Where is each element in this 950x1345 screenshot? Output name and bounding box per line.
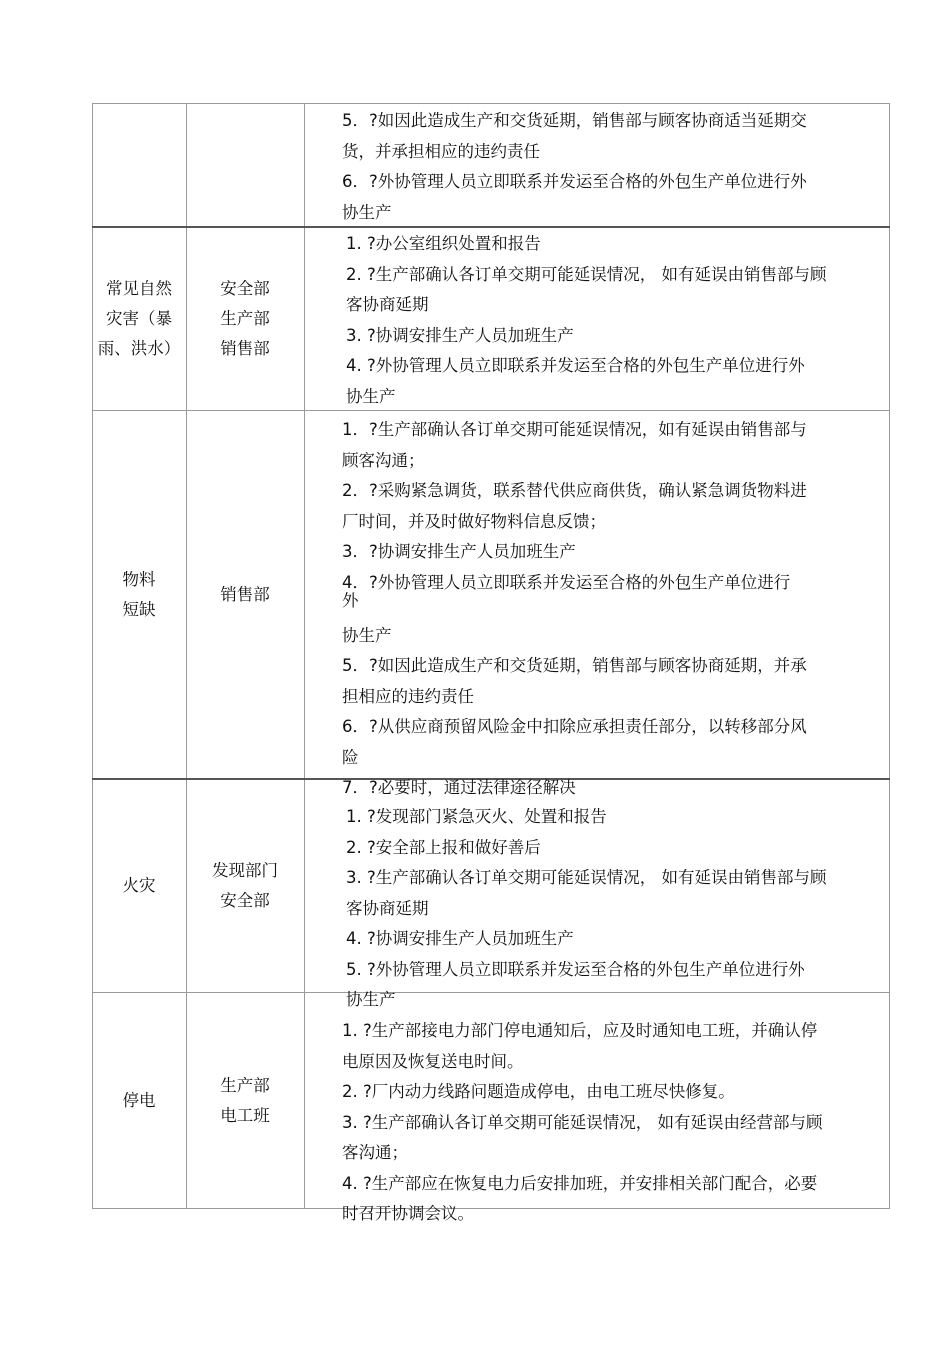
dept-cell-material-shortage bbox=[186, 411, 304, 779]
dept-cell-natural-disaster bbox=[186, 227, 304, 410]
measure-line: 险 bbox=[342, 747, 359, 767]
measure-line: 2. ?厂内动力线路问题造成停电，由电工班尽快修复。 bbox=[342, 1082, 735, 1101]
measure-line: 2. ?安全部上报和做好善后 bbox=[346, 837, 541, 857]
dept-cell-power-outage bbox=[186, 993, 304, 1209]
event-line: 火灾 bbox=[122, 876, 156, 895]
measure-line: 4. ?外协管理人员立即联系并发运至合格的外包生产单位进行外 bbox=[346, 356, 805, 375]
measure-line: 协生产 bbox=[346, 386, 396, 406]
event-line: 雨、洪水） bbox=[97, 338, 181, 358]
event-cell-power-outage bbox=[92, 993, 186, 1209]
measure-line: 6．?从供应商预留风险金中扣除应承担责任部分，以转移部分风 bbox=[342, 717, 807, 736]
measure-line: 货，并承担相应的违约责任 bbox=[342, 141, 540, 161]
event-line: 停电 bbox=[122, 1091, 156, 1110]
dept-line: 销售部 bbox=[220, 338, 270, 358]
table-column-divider bbox=[304, 103, 305, 1209]
measure-line: 4．?外协管理人员立即联系并发运至合格的外包生产单位进行 bbox=[342, 572, 791, 592]
measure-line: 外 bbox=[342, 590, 359, 610]
dept-line: 销售部 bbox=[220, 585, 270, 604]
measures-cell-power-outage bbox=[342, 1016, 823, 1230]
measure-line: 时召开协调会议。 bbox=[342, 1204, 474, 1223]
measure-line: 4. ?协调安排生产人员加班生产 bbox=[346, 929, 574, 948]
event-cell-fire bbox=[92, 779, 186, 993]
event-line: 灾害（暴 bbox=[106, 308, 172, 328]
dept-line: 发现部门 bbox=[212, 861, 278, 880]
table-border-right bbox=[889, 103, 890, 1209]
event-line: 物料 bbox=[122, 570, 156, 589]
measure-line: 5．?如因此造成生产和交货延期，销售部与顾客协商适当延期交 bbox=[342, 111, 807, 130]
measure-line: 3. ?生产部确认各订单交期可能延误情况， 如有延误由经营部与顾 bbox=[342, 1112, 823, 1132]
measure-line: 3. ?生产部确认各订单交期可能延误情况， 如有延误由销售部与顾 bbox=[346, 868, 827, 887]
measure-line: 1. ?发现部门紧急灭火、处置和报告 bbox=[346, 807, 607, 826]
measure-line: 厂时间，并及时做好物料信息反馈； bbox=[342, 511, 606, 531]
measure-line: 协生产 bbox=[342, 202, 392, 222]
measure-line: 4. ?生产部应在恢复电力后安排加班，并安排相关部门配合，必要 bbox=[342, 1173, 818, 1193]
dept-line: 安全部 bbox=[220, 891, 270, 910]
measure-line: 客协商延期 bbox=[346, 898, 429, 918]
measure-line: 5．?如因此造成生产和交货延期，销售部与顾客协商延期，并承 bbox=[342, 656, 807, 675]
event-cell-material-shortage bbox=[92, 411, 186, 779]
measure-line: 协生产 bbox=[346, 990, 396, 1009]
measure-line: 1. ?办公室组织处置和报告 bbox=[346, 234, 541, 253]
measures-cell-fire bbox=[346, 802, 827, 1016]
dept-cell-fire bbox=[186, 779, 304, 993]
measure-line: 顾客沟通； bbox=[342, 450, 425, 470]
measure-line: 1．?生产部确认各订单交期可能延误情况，如有延误由销售部与 bbox=[342, 420, 807, 439]
measure-line: 担相应的违约责任 bbox=[342, 686, 474, 706]
dept-line: 生产部 bbox=[220, 308, 270, 328]
dept-line: 生产部 bbox=[220, 1076, 270, 1095]
table-border-top bbox=[92, 103, 890, 104]
dept-line: 电工班 bbox=[220, 1106, 270, 1125]
measure-line: 3．?协调安排生产人员加班生产 bbox=[342, 542, 576, 561]
measure-line: 客协商延期 bbox=[346, 295, 429, 314]
event-line: 短缺 bbox=[122, 600, 156, 619]
event-cell-natural-disaster bbox=[92, 227, 186, 410]
measure-line: 3. ?协调安排生产人员加班生产 bbox=[346, 325, 574, 345]
measures-cell-material-shortage bbox=[342, 415, 807, 804]
dept-line: 安全部 bbox=[220, 278, 270, 298]
measure-line: 5. ?外协管理人员立即联系并发运至合格的外包生产单位进行外 bbox=[346, 959, 805, 979]
measure-line: 6．?外协管理人员立即联系并发运至合格的外包生产单位进行外 bbox=[342, 172, 807, 191]
measures-cell-continued bbox=[342, 106, 807, 228]
measure-line: 1. ?生产部接电力部门停电通知后，应及时通知电工班，并确认停 bbox=[342, 1021, 818, 1040]
event-line: 常见自然 bbox=[106, 278, 172, 298]
measure-line: 2. ?生产部确认各订单交期可能延误情况， 如有延误由销售部与顾 bbox=[346, 264, 827, 284]
measure-line: 2．?采购紧急调货，联系替代供应商供货，确认紧急调货物料进 bbox=[342, 481, 807, 500]
measure-line: 7．?必要时，通过法律途径解决 bbox=[342, 778, 576, 797]
measure-line: 协生产 bbox=[342, 625, 392, 645]
measure-line: 电原因及恢复送电时间。 bbox=[342, 1051, 524, 1071]
measure-line: 客沟通； bbox=[342, 1143, 408, 1162]
measures-cell-natural-disaster bbox=[346, 229, 827, 412]
